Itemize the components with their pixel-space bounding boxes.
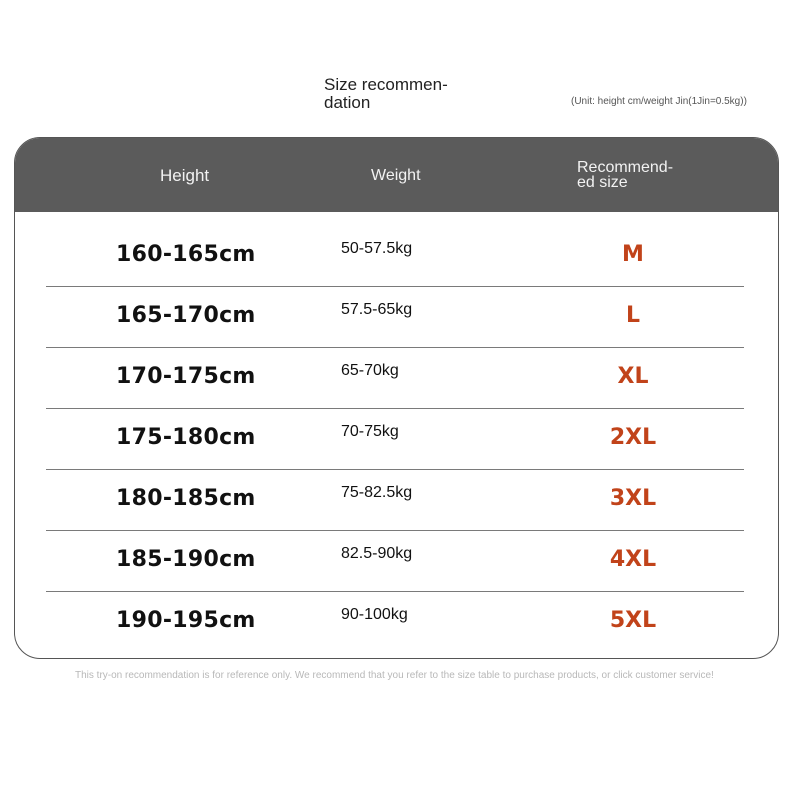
row-height: 175-180cm [116, 425, 256, 450]
table-header [15, 138, 778, 212]
table-row [46, 531, 744, 592]
row-size: M [622, 242, 644, 267]
disclaimer-note: This try-on recommendation is for reference only. We recommend that you refer to the size table to purchase products, or click customer service! [75, 670, 714, 681]
header-height: Height [160, 166, 210, 185]
row-height: 170-175cm [116, 364, 256, 389]
row-weight: 50-57.5kg [341, 240, 413, 257]
table-row [46, 348, 744, 409]
row-size: 3XL [609, 486, 657, 511]
row-weight: 57.5-65kg [341, 301, 413, 318]
row-size: L [625, 303, 641, 328]
table-row [46, 287, 744, 348]
row-weight: 90-100kg [341, 606, 408, 623]
unit-note: (Unit: height cm/weight Jin(1Jin=0.5kg)) [571, 96, 747, 107]
header-recommended-size: Recommend- ed size [577, 159, 674, 191]
row-size: XL [617, 364, 649, 389]
header-weight: Weight [371, 167, 421, 184]
page-title: Size recommen- dation [324, 75, 448, 112]
row-height: 180-185cm [116, 486, 256, 511]
table-row [46, 470, 744, 531]
row-weight: 82.5-90kg [341, 545, 413, 562]
row-height: 190-195cm [116, 608, 256, 633]
row-size: 4XL [609, 547, 657, 572]
row-weight: 70-75kg [341, 423, 399, 440]
row-weight: 65-70kg [341, 362, 399, 379]
size-table [14, 137, 779, 659]
row-size: 2XL [609, 425, 657, 450]
table-row [46, 409, 744, 470]
table-row [46, 592, 744, 653]
row-height: 185-190cm [116, 547, 256, 572]
row-size: 5XL [609, 608, 657, 633]
row-weight: 75-82.5kg [341, 484, 413, 501]
table-row [46, 226, 744, 287]
row-height: 165-170cm [116, 303, 256, 328]
row-height: 160-165cm [116, 242, 256, 267]
